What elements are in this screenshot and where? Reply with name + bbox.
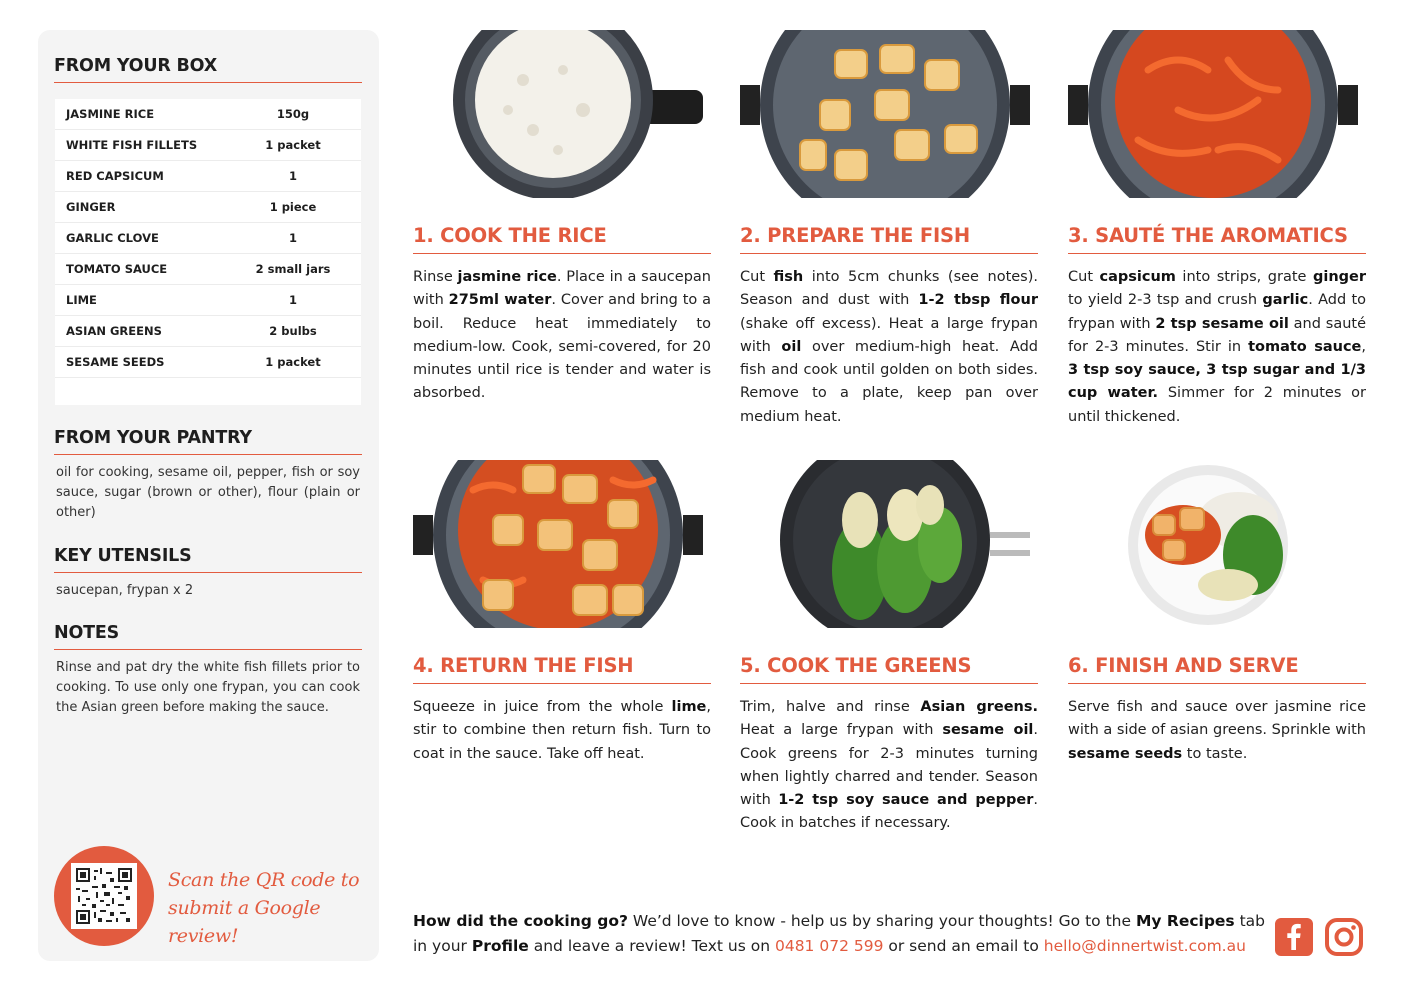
step-1-title: 1. COOK THE RICE [413,224,711,254]
ingredients-table [55,99,361,405]
step-3-title: 3. SAUTÉ THE AROMATICS [1068,224,1366,254]
utensils-text: saucepan, frypan x 2 [56,583,194,598]
ingredient-qty: 1 packet [265,355,321,369]
ingredient-qty: 2 small jars [255,262,331,276]
ingredient-name: TOMATO SAUCE [66,262,168,276]
table-row [55,347,361,378]
ingredient-name: RED CAPSICUM [66,169,164,183]
step-2-title: 2. PREPARE THE FISH [740,224,1038,254]
pantry-heading: FROM YOUR PANTRY [54,428,362,455]
ingredient-qty: 1 piece [269,200,317,214]
qr-caption-line: Scan the QR code to [168,869,360,891]
ingredient-qty: 1 packet [265,138,321,152]
step-6-title: 6. FINISH AND SERVE [1068,654,1366,684]
ingredient-qty: 150g [276,107,310,121]
step-2-body: Cut fish into 5cm chunks (see notes). Season and dust with 1-2 tbsp flour (shake off excess). Heat a large frypan with oil over medium-high heat. Add fish and cook until golden on both sides. Remove to a plate, keep pan over medium heat. [740,269,1038,425]
ingredient-qty: 1 [288,231,297,245]
pantry-text: oil for cooking, sesame oil, pepper, fish or soy sauce, sugar (brown or other), flour (plain or other) [56,465,360,520]
table-row [55,192,361,223]
qr-code-icon [76,868,132,924]
facebook-icon[interactable] [1275,918,1313,956]
table-row [55,254,361,285]
qr-caption [168,866,368,950]
ingredient-name: WHITE FISH FILLETS [66,138,198,152]
ingredient-qty: 2 bulbs [269,324,317,338]
ingredient-qty: 1 [288,293,297,307]
notes-heading: NOTES [54,623,362,650]
sidebar [38,30,379,961]
ingredient-name: SESAME SEEDS [66,355,165,369]
step-5-body: Trim, halve and rinse Asian greens. Heat a large frypan with sesame oil. Cook greens for 2-3 minutes turning when lightly charred and tender. Season with 1-2 tsp soy sauce and pepper. Cook in batches if necessary. [740,699,1039,832]
notes-text: Rinse and pat dry the white fish fillets prior to cooking. To use only one frypan, you can cook the Asian green before making the sauce. [56,660,360,715]
table-row [55,285,361,316]
ingredient-qty: 1 [288,169,297,183]
utensils-heading: KEY UTENSILS [54,546,362,573]
step-6-image [1068,460,1366,628]
step-1-image [413,30,711,198]
step-6-body: Serve fish and sauce over jasmine rice with a side of asian greens. Sprinkle with sesame seeds to taste. [1068,699,1366,762]
step-3-image [1068,30,1366,198]
phone-link[interactable]: 0481 072 599 [774,937,884,955]
table-row [55,161,361,192]
step-5-title: 5. COOK THE GREENS [740,654,1038,684]
ingredient-name: JASMINE RICE [66,107,155,121]
step-4-body: Squeeze in juice from the whole lime, stir to combine then return fish. Turn to coat in the sauce. Take off heat. [413,699,711,762]
ingredient-name: GINGER [66,200,116,214]
table-row [55,223,361,254]
ingredient-name: ASIAN GREENS [66,324,162,338]
step-4-image [413,460,711,628]
step-5-image [740,460,1038,628]
box-heading: FROM YOUR BOX [54,56,362,83]
table-row [55,316,361,347]
instagram-icon[interactable] [1325,918,1363,956]
table-row [55,99,361,130]
table-row [55,130,361,161]
step-4-title: 4. RETURN THE FISH [413,654,711,684]
ingredient-name: LIME [66,293,97,307]
qr-caption-line: submit a Google review! [168,897,321,947]
step-2-image [740,30,1038,198]
step-3-body: Cut capsicum into strips, grate ginger to yield 2-3 tsp and crush garlic. Add to frypan with 2 tsp sesame oil and sauté for 2-3 minutes. Stir in tomato sauce, 3 tsp soy sauce, 3 tsp sugar and 1/3 cup water. Simmer for 2 minutes or until thickened. [1068,269,1367,425]
qr-code[interactable] [54,846,154,946]
step-1-body: Rinse jasmine rice. Place in a saucepan with 275ml water. Cover and bring to a boil. Reduce heat immediately to medium-low. Cook, semi-covered, for 20 minutes until rice is tender and water is absorbed. [413,269,711,402]
footer-feedback: How did the cooking go? We’d love to know - help us by sharing your thoughts! Go to the My Recipes tab in your Profile and leave a review! Text us on 0481 072 599 or send an email to hello@dinnertwist.com.au [413,912,1266,955]
email-link[interactable]: hello@dinnertwist.com.au [1043,937,1246,955]
ingredient-name: GARLIC CLOVE [66,231,159,245]
